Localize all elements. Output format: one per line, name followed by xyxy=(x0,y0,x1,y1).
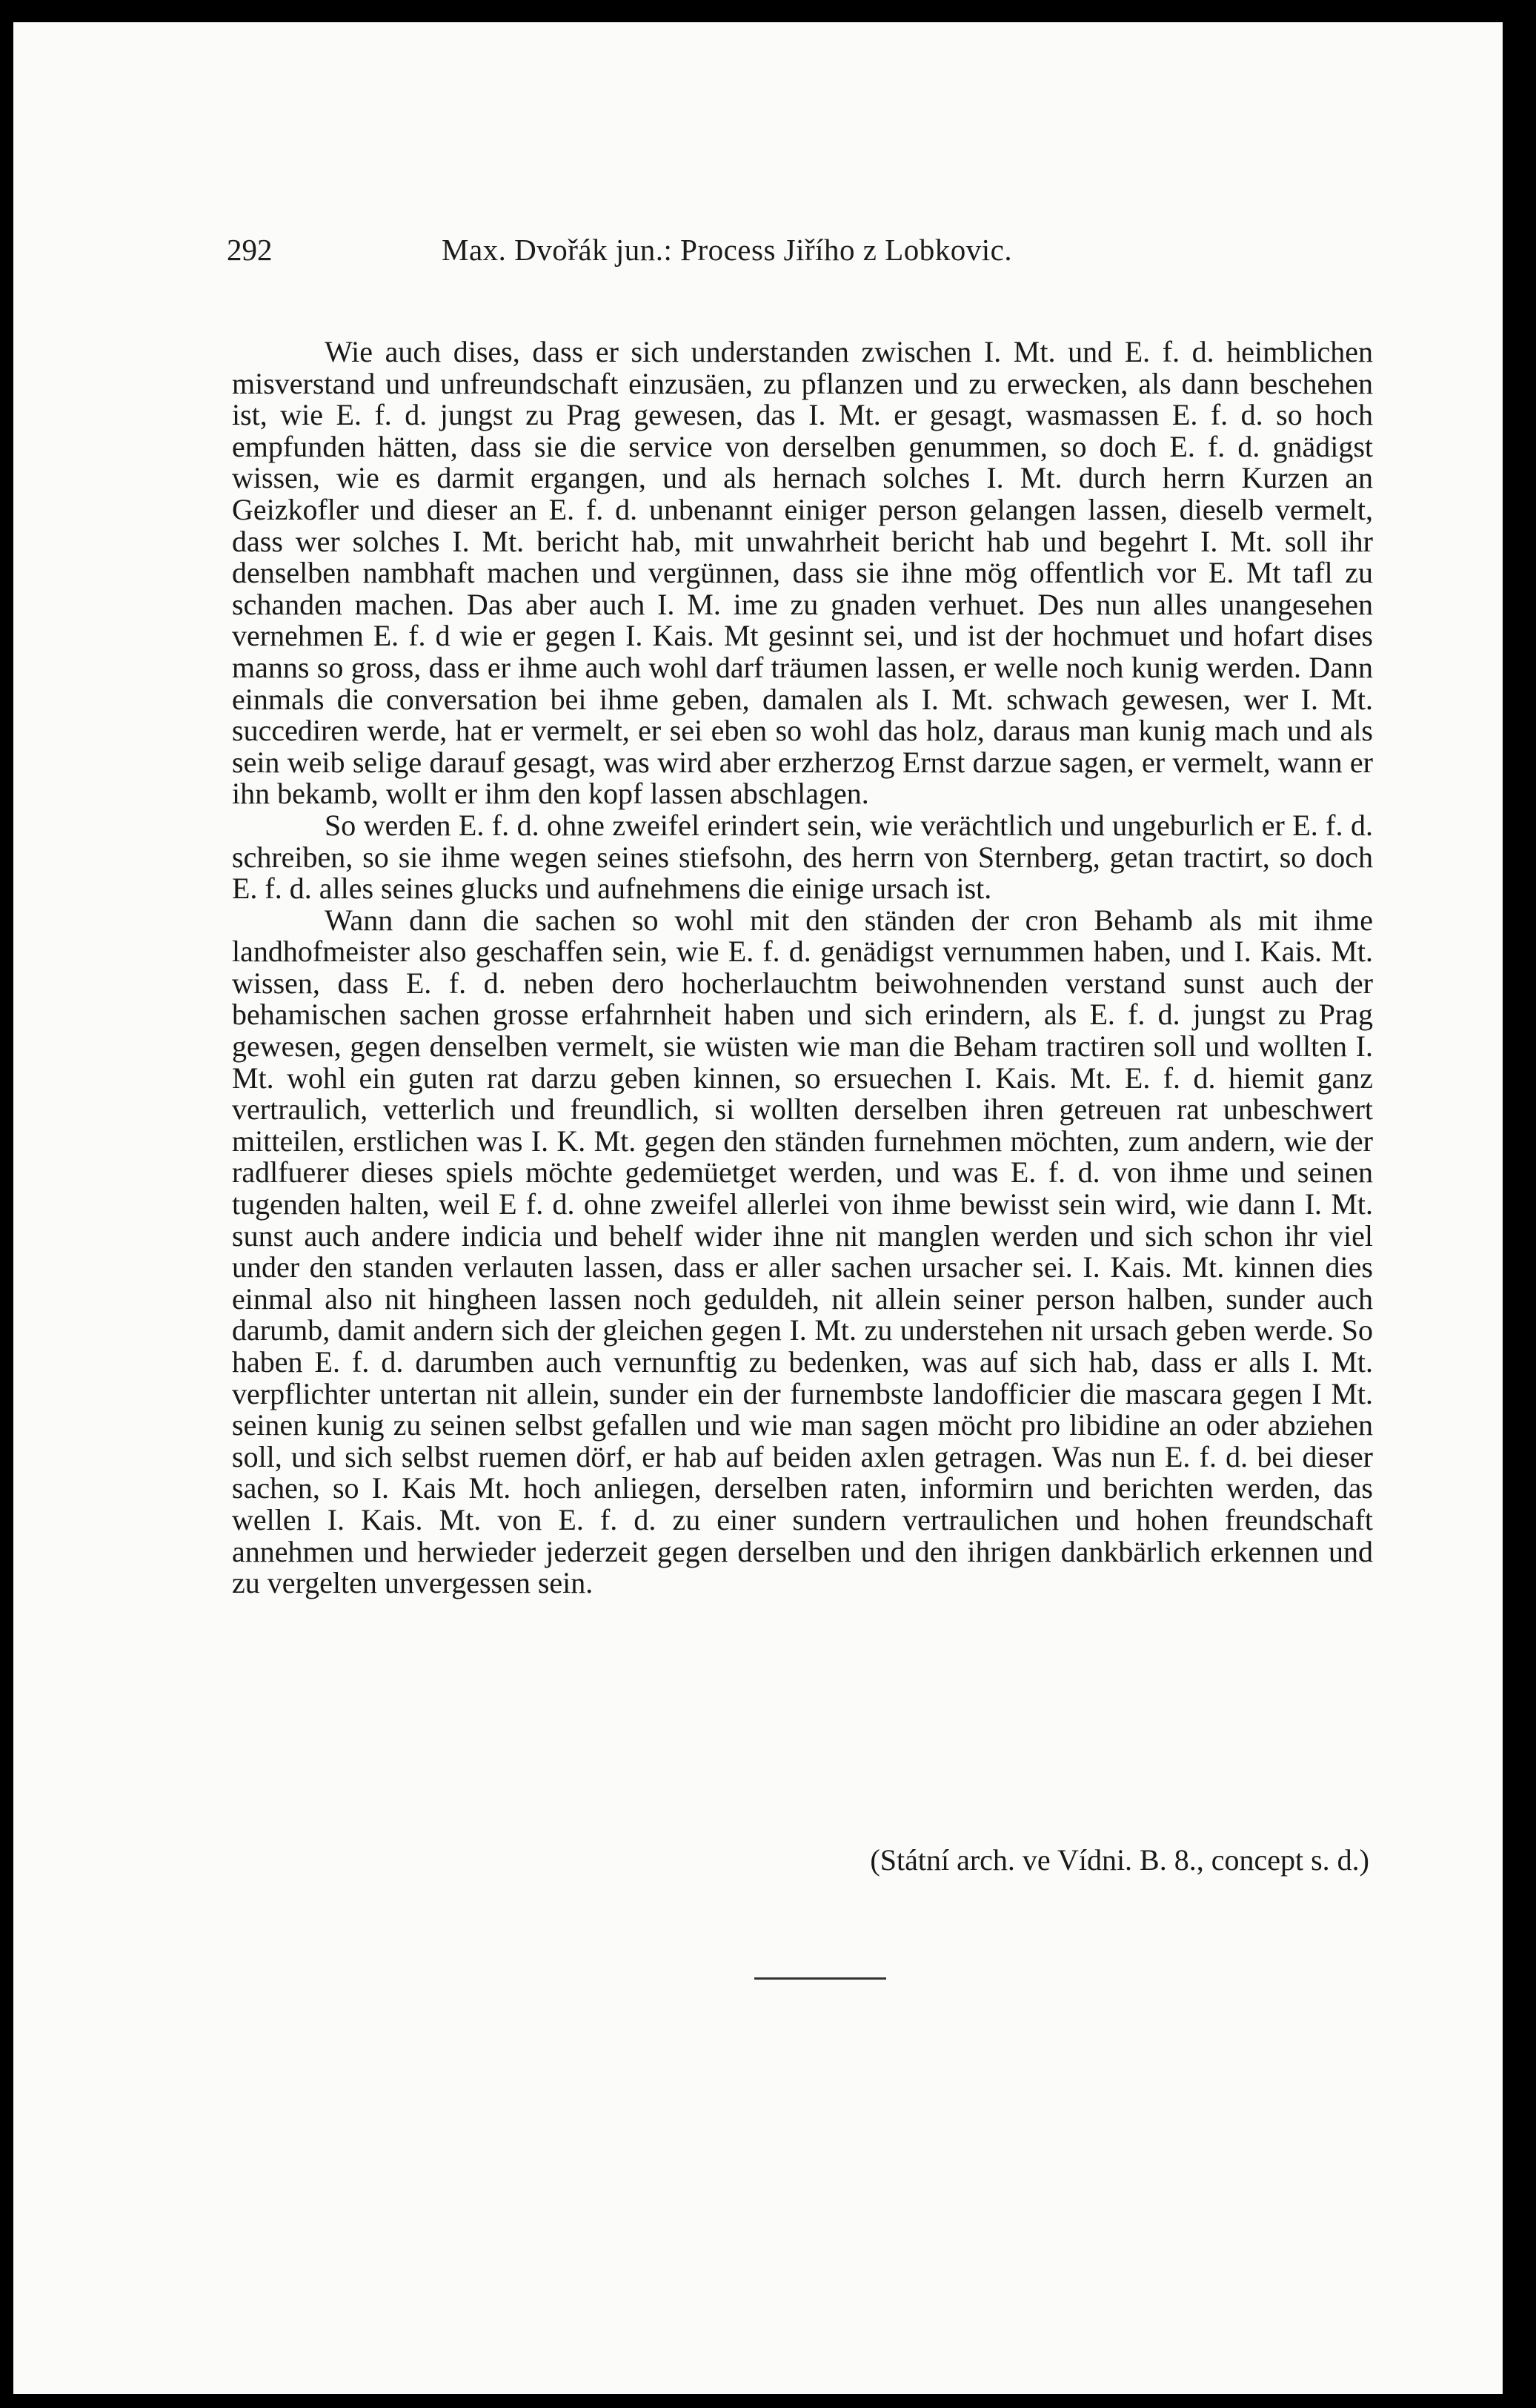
paragraph-2: So werden E. f. d. ohne zweifel erindert sein, wie verächtlich und ungeburlich er E. f. d. schreiben, so sie ihme wegen seines stiefsohn, des herrn von Sternberg, getan tractirt, so doch E. f. d. alles seines glucks und aufnehmens die einige ursach ist. xyxy=(232,808,1373,906)
running-title: Max. Dvořák jun.: Process Jiřího z Lobkovic. xyxy=(442,233,1013,267)
page-number: 292 xyxy=(227,233,273,267)
body-text xyxy=(232,336,1373,1599)
paragraph-1: Wie auch dises, dass er sich understanden zwischen I. Mt. und E. f. d. heimblichen misverstand und unfreundschaft einzusäen, zu pflanzen und zu erwecken, als dann beschehen ist, wie E. f. d. jungst zu Prag gewesen, das I. Mt. er gesagt, wasmassen E. f. d. so hoch empfunden hätten, dass sie die service von derselben genummen, so doch E. f. d. gnädigst wissen, wie es darmit ergangen, und als hernach solches I. Mt. durch herrn Kurzen an Geizkofler und dieser an E. f. d. unbenannt einiger person gelangen lassen, dieselb vermelt, dass wer solches I. Mt. bericht hab, mit unwahrheit bericht hab und begehrt I. Mt. soll ihr denselben nambhaft machen und vergünnen, dass sie ihne mög offentlich vor E. Mt tafl zu schanden machen. Das aber auch I. M. ime zu gnaden verhuet. Des nun alles unangesehen vernehmen E. f. d wie er gegen I. Kais. Mt gesinnt sei, und ist der hochmuet und hofart dises manns so gross, dass er ihme auch wohl darf träumen lassen, er welle noch kunig werden. Dann einmals die conversation bei ihme geben, damalen als I. Mt. schwach gewesen, wer I. Mt. succediren werde, hat er vermelt, er sei eben so wohl das holz, daraus man kunig mach und als sein weib selige darauf gesagt, was wird aber erzherzog Ernst darzue sagen, er vermelt, wann er ihn bekamb, wollt er ihm den kopf lassen abschlagen. xyxy=(232,335,1373,811)
paragraph-3: Wann dann die sachen so wohl mit den ständen der cron Behamb als mit ihme landhofmeister also geschaffen sein, wie E. f. d. genädigst vernummen haben, und I. Kais. Mt. wissen, dass E. f. d. neben dero hocherlauchtm beiwohnenden verstand sunst auch der behamischen sachen grosse erfahrnheit haben und sich erindern, als E. f. d. jungst zu Prag gewesen, gegen denselben vermelt, sie wüsten wie man die Beham tractiren soll und wollten I. Mt. wohl ein guten rat darzu geben kinnen, so ersuechen I. Kais. Mt. E. f. d. hiemit ganz vertraulich, vetterlich und freundlich, si wollten derselben ihren getreuen rat unbeschwert mitteilen, erstlichen was I. K. Mt. gegen den ständen furnehmen möchten, zum andern, wie der radlfuerer dieses spiels möchte gedemüetget werden, und was E. f. d. von ihme und seinen tugenden halten, weil E f. d. ohne zweifel allerlei von ihme bewisst sein wird, wie dann I. Mt. sunst auch andere indicia und behelf wider ihne nit manglen werden und sich schon ihr viel under den standen verlauten lassen, dass er aller sachen ursacher sei. I. Kais. Mt. kinnen dies einmal also nit hingheen lassen noch geduldeh, nit allein seiner person halben, sunder auch darumb, damit andern sich der gleichen gegen I. Mt. zu understehen nit ursach geben werde. So haben E. f. d. darumben auch vernunftig zu bedenken, was auf sich hab, dass er alls I. Mt. verpflichter untertan nit allein, sunder ein der furnembste landofficier die mascara gegen I Mt. seinen kunig zu seinen selbst gefallen und wie man sagen möcht pro libidine an oder abziehen soll, und sich selbst ruemen dörf, er hab auf beiden axlen getragen. Was nun E. f. d. bei dieser sachen, so I. Kais Mt. hoch anliegen, derselben raten, informirn und berichten werden, das wellen I. Kais. Mt. von E. f. d. zu einer sundern vertraulichen und hohen freundschaft annehmen und herwieder jederzeit gegen derselben und den ihrigen dankbärlich erkennen und zu vergelten unvergessen sein. xyxy=(232,903,1373,1600)
document-page xyxy=(13,22,1503,2394)
section-divider xyxy=(754,1977,886,1980)
page-header xyxy=(227,232,1412,284)
source-citation: (Státní arch. ve Vídni. B. 8., concept s. d.) xyxy=(870,1843,1369,1877)
